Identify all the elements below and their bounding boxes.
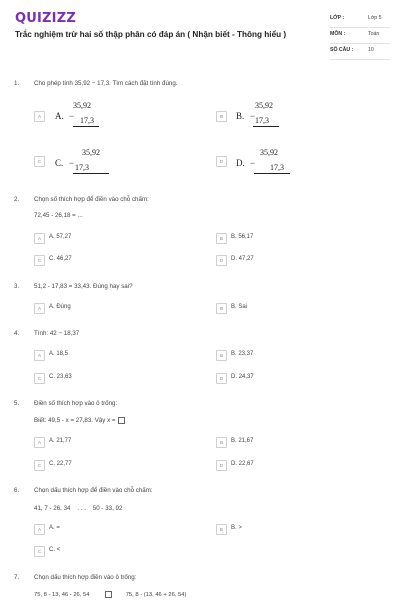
option-text: A. Đúng bbox=[49, 304, 71, 310]
option-letter-box: D bbox=[216, 460, 227, 471]
question-number: 7. bbox=[14, 574, 20, 581]
option-letter-box: B bbox=[216, 350, 227, 361]
subtrahend: 17,3 bbox=[80, 116, 94, 125]
option-text: C. 23,63 bbox=[49, 374, 72, 380]
subtrahend: 17,3 bbox=[75, 163, 89, 172]
option-letter-box: A bbox=[34, 303, 45, 314]
meta-label: LỚP : bbox=[330, 15, 345, 21]
question-expression: 72,45 - 26,18 = ... bbox=[34, 212, 83, 219]
question-text: Chọn dấu thích hợp điền vào ô trống: bbox=[34, 574, 137, 581]
question-text: Điền số thích hợp vào ô trống: bbox=[34, 400, 118, 407]
minuend: 35,92 bbox=[82, 148, 100, 157]
blank-box-icon bbox=[118, 417, 125, 424]
question-text: Chọn dấu thích hợp để điền vào chỗ chấm: bbox=[34, 487, 153, 494]
option-letter-box: B bbox=[216, 111, 227, 122]
question-expression-text: Biết: 49,5 - x = 27,83. Vậy x = bbox=[34, 417, 116, 425]
option-label: D. bbox=[236, 158, 245, 168]
question-text: Tính: 42 − 18,37 bbox=[34, 330, 80, 337]
meta-value: Lớp 5 bbox=[368, 15, 382, 21]
option-text: B. 23,37 bbox=[231, 351, 254, 357]
option-text: B. Sai bbox=[231, 304, 248, 310]
option-text: D. 22,67 bbox=[231, 461, 254, 467]
option-letter-box: A bbox=[34, 233, 45, 244]
worksheet-title: Trắc nghiệm trừ hai số thập phân có đáp án ( Nhận biết - Thông hiểu ) bbox=[15, 30, 287, 39]
question-number: 1. bbox=[14, 80, 20, 87]
minus-sign: − bbox=[69, 111, 75, 121]
meta-row-subject bbox=[330, 28, 390, 44]
option-letter-box: B bbox=[216, 233, 227, 244]
option-letter-box: C bbox=[34, 373, 45, 384]
option-letter-box: D bbox=[216, 255, 227, 266]
minus-sign: − bbox=[69, 158, 75, 168]
expression-left: 75, 8 - 13, 46 - 26, 54 bbox=[34, 592, 90, 599]
option-letter-box: A bbox=[34, 437, 45, 448]
worksheet-meta bbox=[330, 12, 390, 60]
option-label: A. bbox=[55, 111, 64, 121]
minuend: 35,92 bbox=[73, 101, 91, 110]
option-letter-box: A bbox=[34, 350, 45, 361]
option-letter-box: B bbox=[216, 524, 227, 535]
minuend: 35,92 bbox=[260, 148, 278, 157]
option-letter-box: A bbox=[34, 524, 45, 535]
question-text: 51,2 - 17,83 = 33,43. Đúng hay sai? bbox=[34, 283, 133, 290]
option-letter-box: C bbox=[34, 255, 45, 266]
question-text: Cho phép tính 35,92 − 17,3. Tìm cách đặt tính đúng. bbox=[34, 80, 178, 87]
option-text: B. 56,17 bbox=[231, 234, 254, 240]
result-line bbox=[73, 173, 109, 174]
option-text: C. 46,27 bbox=[49, 256, 72, 262]
expression-right: 75, 8 - (13, 46 + 26, 54) bbox=[125, 592, 187, 599]
question-expression bbox=[34, 591, 186, 598]
option-text: C. < bbox=[49, 547, 61, 553]
option-text: D. 47,27 bbox=[231, 256, 254, 262]
minus-sign: − bbox=[250, 158, 256, 168]
option-text: B. 21,67 bbox=[231, 438, 254, 444]
question-expression: 41, 7 - 26, 34 . . . 50 - 33, 92 bbox=[34, 505, 123, 512]
option-letter-box: D bbox=[216, 156, 227, 167]
option-label: C. bbox=[55, 158, 64, 168]
blank-box-icon bbox=[105, 591, 112, 598]
question-number: 3. bbox=[14, 283, 20, 290]
meta-label: SỐ CÂU : bbox=[330, 47, 354, 53]
option-text: D. 24,37 bbox=[231, 374, 254, 380]
result-line bbox=[254, 173, 290, 174]
subtrahend: 17,3 bbox=[255, 116, 269, 125]
option-letter-box: B bbox=[216, 437, 227, 448]
result-line bbox=[73, 126, 99, 127]
meta-row-count bbox=[330, 44, 390, 60]
meta-value: Toán bbox=[368, 31, 380, 37]
question-number: 4. bbox=[14, 330, 20, 337]
question-number: 2. bbox=[14, 196, 20, 203]
option-label: B. bbox=[236, 111, 245, 121]
option-letter-box: C bbox=[34, 546, 45, 557]
question-number: 6. bbox=[14, 487, 20, 494]
option-text: C. 22,77 bbox=[49, 461, 72, 467]
option-text: A. 18,5 bbox=[49, 351, 69, 357]
worksheet-header bbox=[0, 0, 400, 62]
question-number: 5. bbox=[14, 400, 20, 407]
option-letter-box: A bbox=[34, 111, 45, 122]
option-text: A. 57,27 bbox=[49, 234, 72, 240]
option-text: A. = bbox=[49, 525, 60, 531]
quizizz-logo: QUIZIZZ bbox=[15, 11, 76, 26]
subtrahend: 17,3 bbox=[270, 163, 284, 172]
question-text: Chọn số thích hợp để điền vào chỗ chấm: bbox=[34, 196, 149, 203]
result-line bbox=[253, 126, 279, 127]
meta-label: MÔN : bbox=[330, 31, 346, 37]
option-letter-box: D bbox=[216, 373, 227, 384]
option-letter-box: B bbox=[216, 303, 227, 314]
meta-row-class bbox=[330, 12, 390, 28]
minus-sign: − bbox=[250, 111, 256, 121]
option-letter-box: C bbox=[34, 460, 45, 471]
question-expression bbox=[34, 417, 125, 424]
option-text: B. > bbox=[231, 525, 242, 531]
minuend: 35,92 bbox=[255, 101, 273, 110]
option-text: A. 21,77 bbox=[49, 438, 72, 444]
meta-value: 10 bbox=[368, 47, 374, 53]
option-letter-box: C bbox=[34, 156, 45, 167]
